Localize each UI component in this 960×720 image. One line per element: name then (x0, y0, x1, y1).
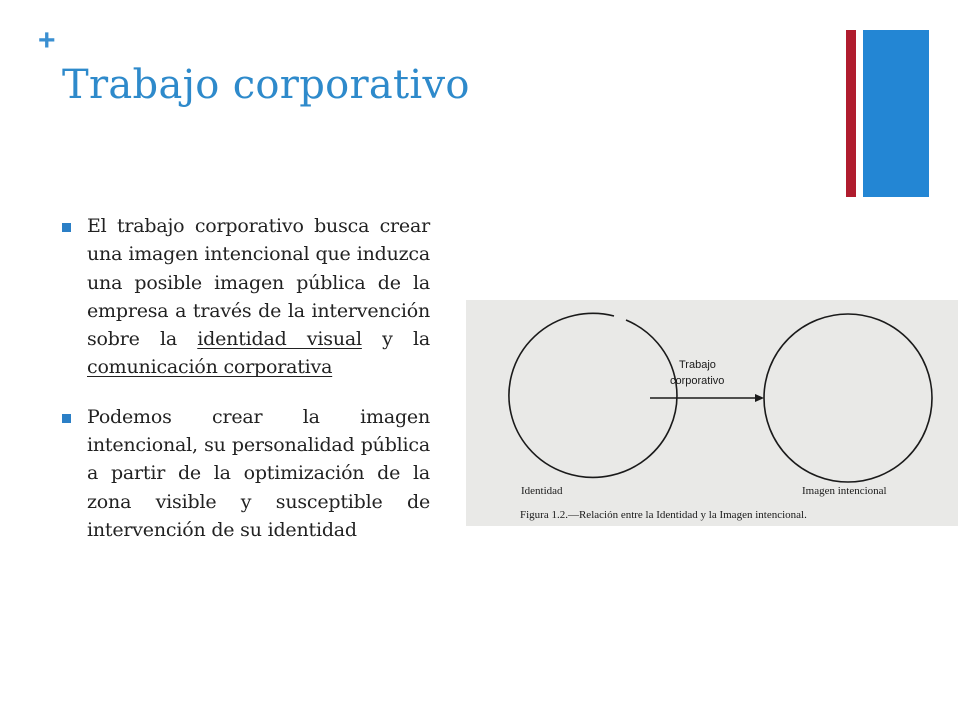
identidad-visual-link[interactable]: identidad visual (197, 328, 362, 351)
bullet-text: Podemos crear la imagen intencional, su personalidad pública a partir de la optimización de la zona visible y susceptible de intervención de su identidad (87, 405, 430, 541)
intended-image-label: Imagen intencional (802, 485, 887, 497)
figure-caption: Figura 1.2.—Relación entre la Identidad y la Imagen intencional. (520, 509, 807, 521)
identity-diagram-figure (466, 300, 958, 526)
bullet-list (62, 212, 430, 565)
identity-label: Identidad (521, 485, 563, 497)
bullet-item (62, 403, 430, 544)
accent-bar-blue (863, 30, 929, 197)
intended-image-circle (764, 314, 932, 482)
comunicacion-corporativa-link[interactable]: comunicación corporativa (87, 356, 333, 379)
bullet-text-middle: y la (361, 328, 430, 351)
slide-title: Trabajo corporativo (62, 62, 470, 108)
accent-bar-red (846, 30, 856, 197)
plus-icon: + (38, 24, 56, 57)
arrow-head-icon (755, 394, 764, 402)
identity-circle (509, 313, 677, 477)
square-bullet-icon (62, 414, 71, 423)
arrow-label-line1: Trabajo (679, 359, 716, 371)
bullet-item (62, 212, 430, 382)
bullet-text-start: El trabajo corporativo busca crear una imagen intencional que induzca una posible imagen pública de la empresa a través de la intervención sobre la (87, 215, 430, 351)
square-bullet-icon (62, 223, 71, 232)
arrow-label-line2: corporativo (670, 375, 725, 387)
